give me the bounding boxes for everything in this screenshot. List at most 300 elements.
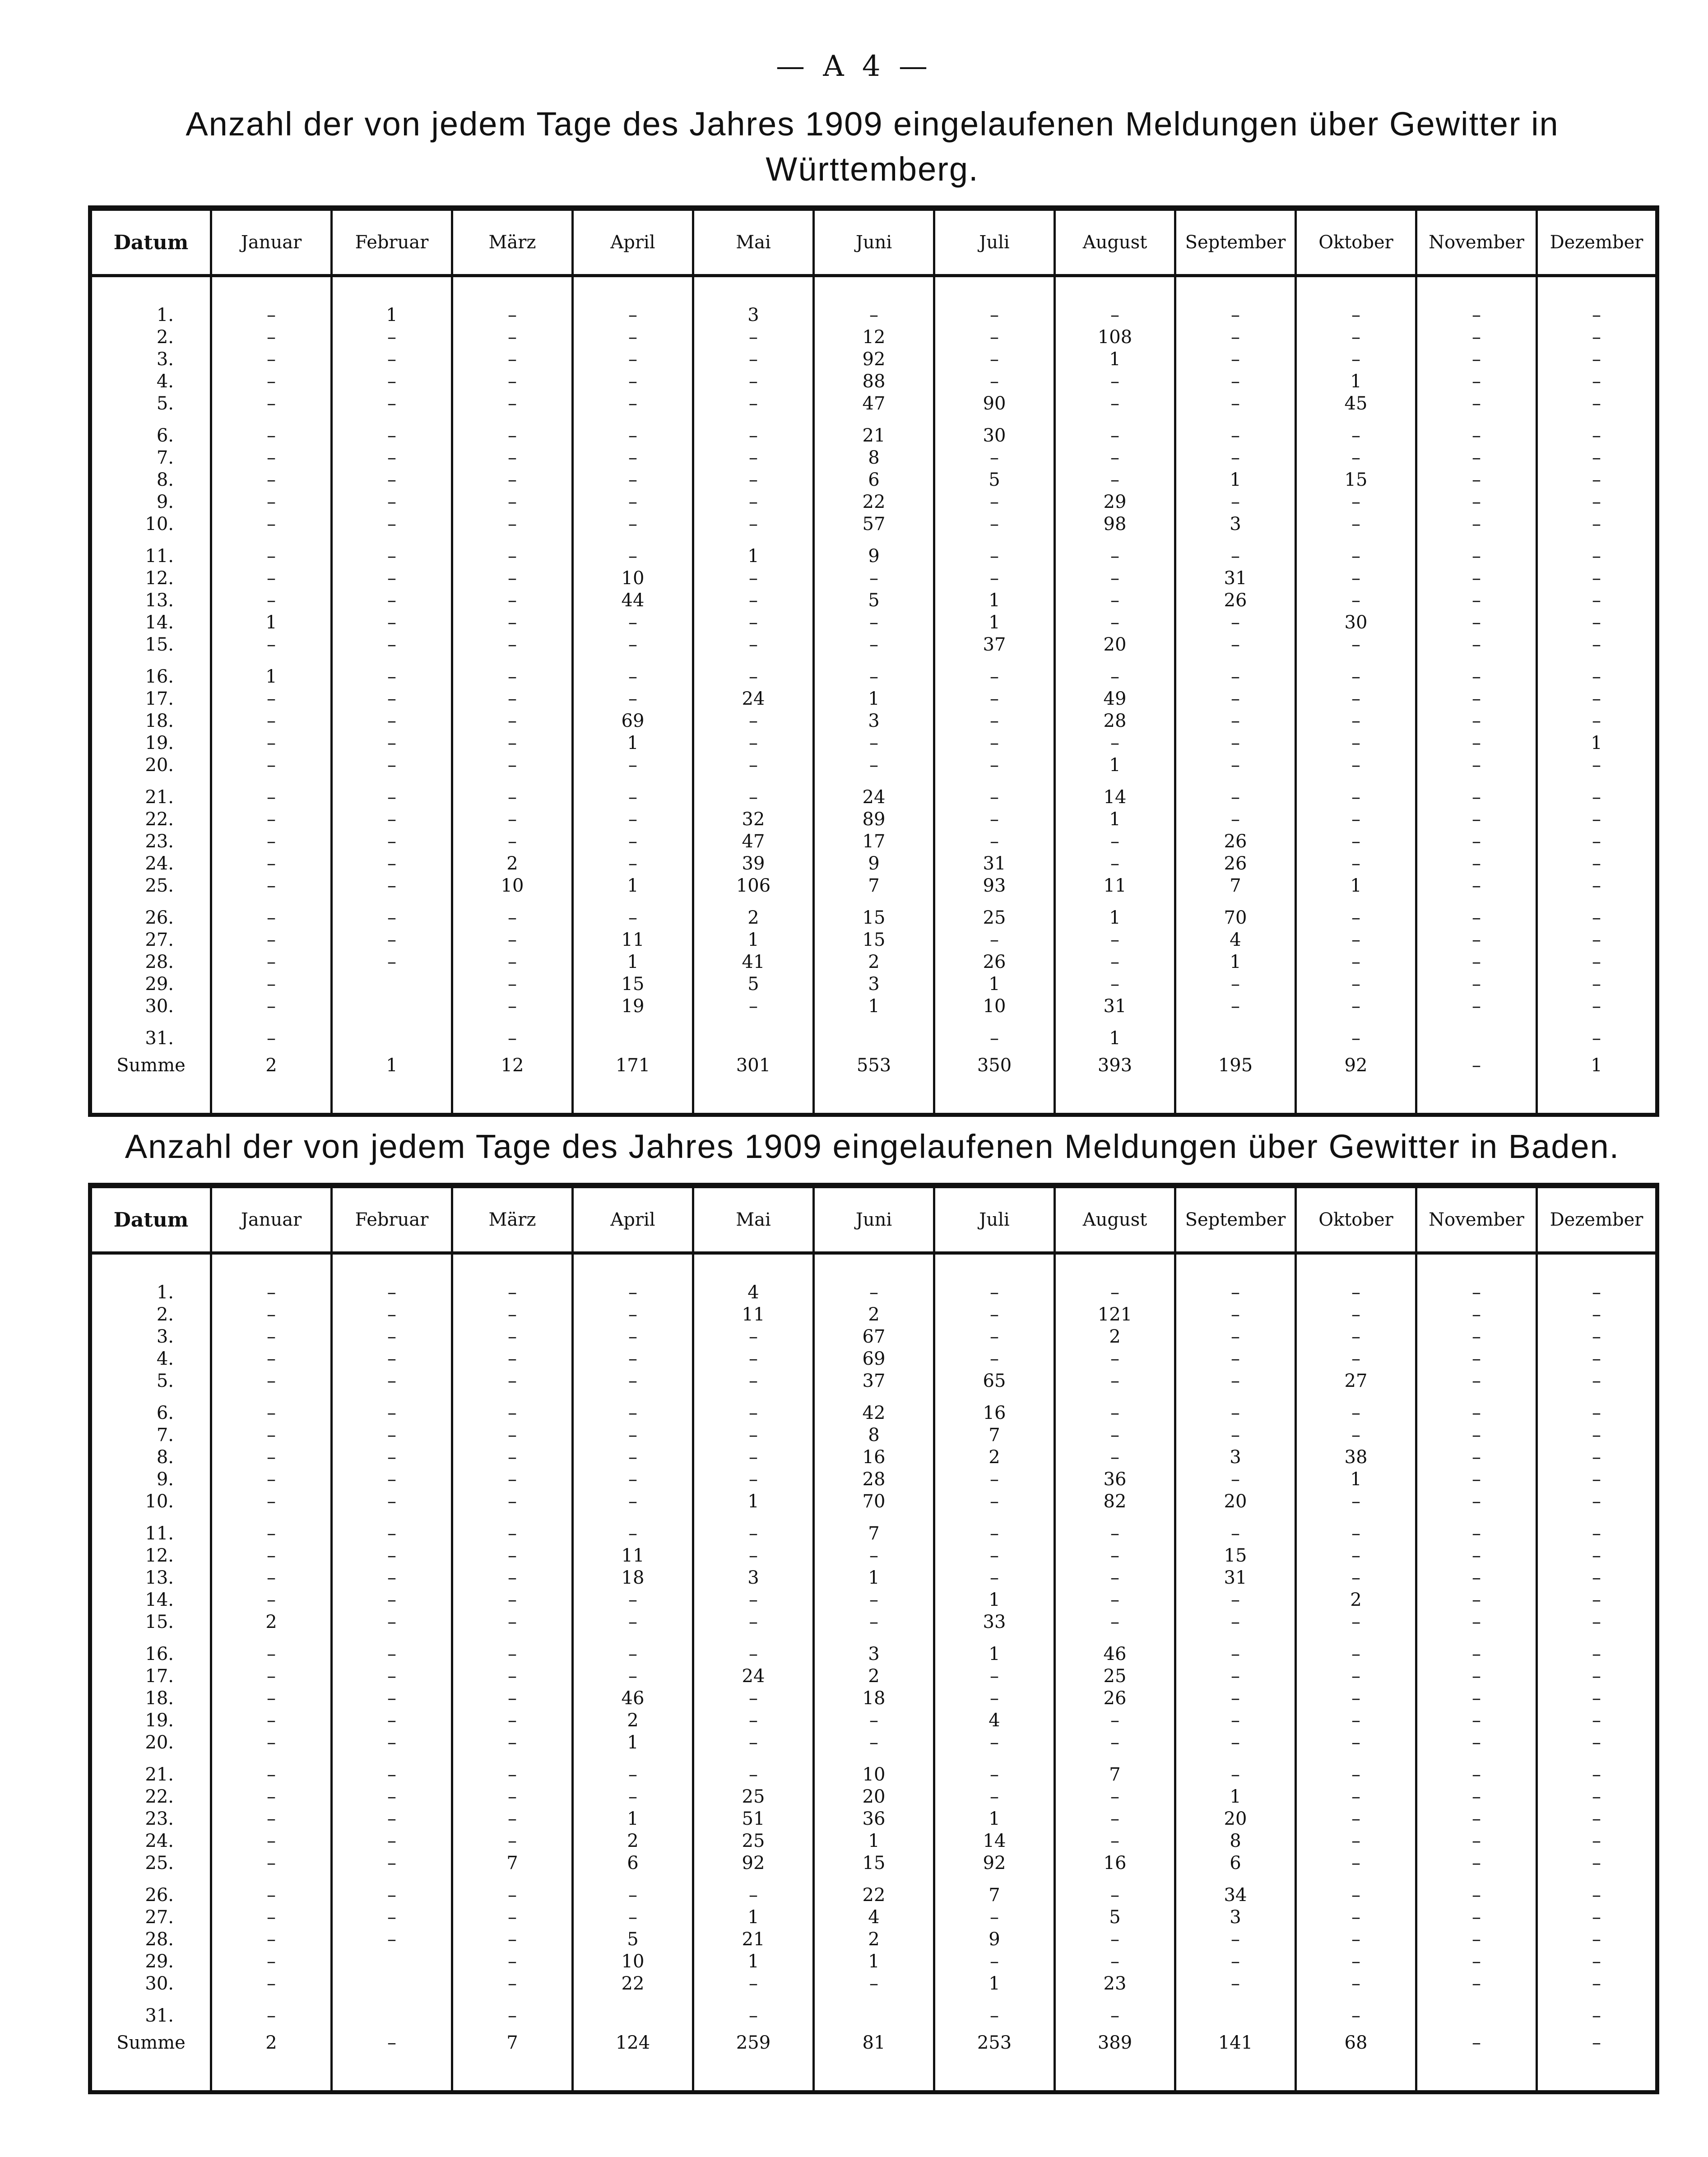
table-cell: – [1416, 1786, 1537, 1808]
table-cell: – [1055, 1732, 1175, 1754]
table-cell: 16 [814, 1446, 934, 1469]
table-cell: – [1055, 1589, 1175, 1611]
table-cell: – [1175, 1611, 1296, 1633]
table-cell: – [693, 1523, 814, 1545]
table-cell: 28 [1055, 710, 1175, 732]
spacer-cell [90, 1392, 211, 1402]
table-cell: 6 [814, 469, 934, 491]
sum-cell: – [332, 2027, 452, 2059]
table-cell: – [1416, 853, 1537, 875]
sum-cell: 68 [1296, 2027, 1416, 2059]
spacer-cell [211, 897, 332, 907]
table-cell: – [1592, 1282, 1601, 1303]
table-cell: – [573, 666, 693, 688]
table-cell: – [211, 1348, 332, 1370]
table-cell: – [211, 1808, 332, 1830]
table-cell: 2 [1055, 1326, 1175, 1348]
table-cell: 20 [1175, 1808, 1296, 1830]
table-cell: 93 [934, 875, 1055, 897]
table-cell: 31 [1175, 567, 1296, 590]
spacer-cell [1055, 656, 1175, 666]
day-label: 31. [90, 1027, 211, 1050]
table-cell: – [1296, 809, 1416, 831]
table-cell: 26 [1055, 1687, 1175, 1710]
table-cell: – [1296, 1282, 1416, 1304]
table-cell: – [1592, 930, 1601, 950]
table-cell: – [934, 326, 1055, 349]
spacer-cell [934, 1995, 1055, 2005]
table-cell: – [693, 634, 814, 656]
table-row [90, 304, 1657, 326]
spacer-cell [332, 1754, 452, 1764]
table-cell: – [332, 371, 452, 393]
table-cell: – [332, 929, 452, 951]
spacer-cell [1416, 1081, 1537, 1115]
sum-cell: 92 [1296, 1050, 1416, 1081]
table-cell: – [1416, 1567, 1537, 1589]
table-cell: – [1296, 1304, 1416, 1326]
table-cell: 1 [693, 1951, 814, 1973]
table-cell: – [1416, 1710, 1537, 1732]
table-cell: – [1055, 1786, 1175, 1808]
spacer-cell [211, 1995, 332, 2005]
day-label: 10. [90, 1491, 211, 1513]
day-label: 29. [90, 1951, 211, 1973]
table-cell: – [332, 1402, 452, 1424]
table-cell: – [1592, 1348, 1601, 1369]
spacer-cell [90, 1633, 211, 1643]
table-cell: 46 [1055, 1643, 1175, 1665]
table-cell: – [1592, 1831, 1601, 1851]
table-cell: – [1296, 1545, 1416, 1567]
sum-cell: 1 [1591, 1055, 1602, 1076]
table-cell: – [211, 732, 332, 754]
spacer-cell [573, 1754, 693, 1764]
column-header-month: Juli [934, 208, 1055, 276]
table-cell: – [1416, 513, 1537, 535]
table-cell: – [1175, 349, 1296, 371]
sum-cell: 81 [814, 2027, 934, 2059]
table-cell: – [1296, 1611, 1416, 1633]
table-cell: – [1416, 545, 1537, 567]
day-label: 21. [90, 786, 211, 809]
spacer-row [90, 656, 1657, 666]
table-row [90, 349, 1657, 371]
table-row [90, 1424, 1657, 1446]
table-cell: – [1055, 1611, 1175, 1633]
spacer-cell [90, 415, 211, 425]
spacer-cell [1416, 897, 1537, 907]
table-cell: 1 [814, 688, 934, 710]
table-row [90, 2005, 1657, 2027]
spacer-cell [1537, 1513, 1657, 1523]
table-cell: 9 [814, 545, 934, 567]
spacer-cell [1055, 2059, 1175, 2092]
table-cell: 11 [1055, 875, 1175, 897]
table-cell: – [452, 304, 573, 326]
table-cell: 22 [814, 491, 934, 513]
spacer-cell [452, 1392, 573, 1402]
table-cell: – [1175, 612, 1296, 634]
table-cell: – [934, 809, 1055, 831]
table-cell: – [332, 809, 452, 831]
table-row [90, 1523, 1657, 1545]
table-cell: – [693, 1884, 814, 1906]
table-cell: 5 [573, 1929, 693, 1951]
spacer-row [90, 897, 1657, 907]
table-cell: – [452, 371, 573, 393]
table-cell: – [1416, 1491, 1537, 1513]
table-cell: 8 [814, 1424, 934, 1446]
table-cell: – [211, 1973, 332, 1995]
spacer-cell [1055, 1392, 1175, 1402]
column-header-month: Juli [934, 1185, 1055, 1253]
table-cell: – [1175, 371, 1296, 393]
table-row [90, 491, 1657, 513]
spacer-cell [1175, 897, 1296, 907]
sum-cell: 124 [573, 2027, 693, 2059]
table-cell: – [934, 710, 1055, 732]
spacer-cell [211, 1253, 332, 1282]
table-cell: – [1296, 1424, 1416, 1446]
table-cell: – [1055, 1523, 1175, 1545]
table-cell: – [1175, 491, 1296, 513]
table-cell: – [693, 513, 814, 535]
table-cell: 2 [573, 1830, 693, 1852]
table-row [90, 1491, 1657, 1513]
table-cell: 14 [1055, 786, 1175, 809]
spacer-cell [332, 776, 452, 786]
table-cell: – [211, 1424, 332, 1446]
table-row [90, 907, 1657, 929]
table-cell: 24 [693, 1665, 814, 1687]
table-cell: – [452, 469, 573, 491]
table-cell: – [1592, 974, 1601, 995]
table-cell: – [332, 1786, 452, 1808]
table-cell: – [1175, 1370, 1296, 1392]
spacer-cell [814, 1253, 934, 1282]
table-cell: – [1296, 1491, 1416, 1513]
spacer-cell [814, 1081, 934, 1115]
spacer-cell [90, 1018, 211, 1027]
table-row [90, 1951, 1657, 1973]
day-label: 11. [90, 545, 211, 567]
table-cell: – [211, 1402, 332, 1424]
table-cell: – [1175, 1732, 1296, 1754]
table-cell: – [1055, 1929, 1175, 1951]
day-label: 1. [90, 1282, 211, 1304]
spacer-cell [693, 1754, 814, 1764]
column-header-month: April [573, 208, 693, 276]
table-cell: – [1416, 786, 1537, 809]
day-label: 19. [90, 1710, 211, 1732]
table-cell: 32 [693, 809, 814, 831]
table-row [90, 1929, 1657, 1951]
spacer-cell [573, 1253, 693, 1282]
table-cell: – [1055, 929, 1175, 951]
spacer-cell [1416, 535, 1537, 545]
day-label: 20. [90, 1732, 211, 1754]
day-label: 20. [90, 754, 211, 776]
table-cell: – [814, 1589, 934, 1611]
table-cell: – [332, 469, 452, 491]
table-cell: – [1592, 711, 1601, 731]
table-cell: – [1296, 1852, 1416, 1874]
table-cell: – [934, 1665, 1055, 1687]
spacer-row [90, 1633, 1657, 1643]
day-label: 8. [90, 1446, 211, 1469]
table-cell: – [1175, 995, 1296, 1018]
day-label: 23. [90, 831, 211, 853]
table-cell: – [1296, 1710, 1416, 1732]
table-cell: 65 [934, 1370, 1055, 1392]
table-cell: – [1296, 951, 1416, 973]
table-cell: 26 [1175, 853, 1296, 875]
column-header-month: September [1175, 208, 1296, 276]
table-cell: – [934, 831, 1055, 853]
table-cell: 15 [1175, 1545, 1296, 1567]
spacer-cell [1296, 776, 1416, 786]
table-cell: – [1592, 425, 1601, 446]
table-cell: – [332, 786, 452, 809]
table-row [90, 853, 1657, 875]
spacer-cell [452, 1081, 573, 1115]
table-cell: – [1416, 1304, 1537, 1326]
table-row [90, 469, 1657, 491]
day-label: 9. [90, 491, 211, 513]
table-cell: – [1592, 1403, 1601, 1423]
table-cell: – [693, 1589, 814, 1611]
table-cell: 7 [1175, 875, 1296, 897]
table-cell: – [693, 710, 814, 732]
day-label: 30. [90, 995, 211, 1018]
table-cell: – [332, 1906, 452, 1929]
table-cell: – [934, 371, 1055, 393]
day-label: 16. [90, 1643, 211, 1665]
table-cell: – [1416, 1348, 1537, 1370]
table-cell: – [1055, 371, 1175, 393]
table-cell: – [332, 853, 452, 875]
spacer-cell [693, 776, 814, 786]
table-cell: 1 [1175, 1786, 1296, 1808]
spacer-cell [693, 1995, 814, 2005]
table-cell: 1 [814, 1830, 934, 1852]
table-cell: – [1592, 1545, 1601, 1566]
spacer-cell [814, 276, 934, 305]
table-cell: 8 [1175, 1830, 1296, 1852]
table-cell: – [1055, 567, 1175, 590]
table-cell: – [1055, 1348, 1175, 1370]
spacer-cell [1055, 415, 1175, 425]
table-cell: – [1416, 1402, 1537, 1424]
table-cell: – [1175, 1710, 1296, 1732]
table-cell: 1 [934, 1808, 1055, 1830]
spacer-cell [1416, 1392, 1537, 1402]
table-cell: – [1592, 688, 1601, 709]
table-cell: 10 [573, 1951, 693, 1973]
table-cell: – [1055, 469, 1175, 491]
table-cell: – [211, 447, 332, 469]
sum-cell: 301 [693, 1050, 814, 1081]
table-cell: – [1592, 1469, 1601, 1490]
table-cell: – [573, 1370, 693, 1392]
spacer-cell [1537, 1392, 1657, 1402]
column-header-month: November [1416, 208, 1537, 276]
table-cell: – [332, 634, 452, 656]
table-cell: – [452, 1808, 573, 1830]
spacer-cell [1416, 1754, 1537, 1764]
table-cell: – [211, 1027, 332, 1050]
table-row [90, 1808, 1657, 1830]
spacer-cell [1175, 776, 1296, 786]
table-cell: – [1416, 754, 1537, 776]
table-cell: – [1296, 688, 1416, 710]
table-cell: – [573, 1523, 693, 1545]
table-cell: – [452, 590, 573, 612]
table-cell: – [211, 1643, 332, 1665]
day-label: 19. [90, 732, 211, 754]
table-cell: – [1175, 1348, 1296, 1370]
table-cell: – [573, 1764, 693, 1786]
table-cell: 1 [934, 590, 1055, 612]
table-cell: – [573, 612, 693, 634]
table-cell: – [1296, 1643, 1416, 1665]
table-cell: 36 [1055, 1469, 1175, 1491]
day-label: 13. [90, 590, 211, 612]
table-cell: – [332, 1852, 452, 1874]
spacer-cell [1296, 1633, 1416, 1643]
table-cell: 25 [1055, 1665, 1175, 1687]
spacer-cell [452, 897, 573, 907]
table-cell: – [211, 393, 332, 415]
table-row [90, 1304, 1657, 1326]
spacer-cell [814, 656, 934, 666]
table-cell: 9 [934, 1929, 1055, 1951]
table-cell: 90 [934, 393, 1055, 415]
table-cell: – [1416, 1973, 1537, 1995]
column-header-month: März [452, 208, 573, 276]
table-cell: – [934, 1491, 1055, 1513]
table-cell: – [1296, 513, 1416, 535]
spacer-cell [1175, 1513, 1296, 1523]
table-cell: – [1296, 1808, 1416, 1830]
spacer-cell [1416, 1633, 1537, 1643]
table-cell: – [452, 973, 573, 995]
table-cell: – [693, 732, 814, 754]
table-cell: – [211, 1567, 332, 1589]
table-cell: – [934, 513, 1055, 535]
table-cell: – [1296, 1830, 1416, 1852]
table-cell: – [1592, 349, 1601, 370]
table-cell: 10 [573, 567, 693, 590]
spacer-cell [211, 415, 332, 425]
table-cell: – [1592, 787, 1601, 808]
table-cell: – [211, 1906, 332, 1929]
spacer-row [90, 1995, 1657, 2005]
spacer-cell [1296, 656, 1416, 666]
table-cell: – [452, 786, 573, 809]
table-cell: – [693, 447, 814, 469]
spacer-cell [934, 276, 1055, 305]
table-cell: – [452, 1951, 573, 1973]
table-row [90, 1687, 1657, 1710]
table-cell: – [1296, 1687, 1416, 1710]
table-cell: – [934, 929, 1055, 951]
table-cell: – [693, 1348, 814, 1370]
table-cell: – [693, 371, 814, 393]
spacer-cell [573, 1874, 693, 1884]
table-cell: – [452, 1764, 573, 1786]
table-cell: 19 [573, 995, 693, 1018]
spacer-cell [693, 1874, 814, 1884]
table-row [90, 1906, 1657, 1929]
table-cell: 37 [814, 1370, 934, 1392]
day-label: 26. [90, 1884, 211, 1906]
table-cell: 6 [573, 1852, 693, 1874]
day-label: 13. [90, 1567, 211, 1589]
table-cell: 1 [1055, 349, 1175, 371]
table-cell: – [934, 666, 1055, 688]
table-cell: 1 [573, 1808, 693, 1830]
table-cell: – [1416, 1764, 1537, 1786]
table-cell: – [934, 1567, 1055, 1589]
table-cell: – [693, 666, 814, 688]
table-cell: – [573, 688, 693, 710]
table-cell: – [934, 1282, 1055, 1304]
table-cell: 1 [1175, 951, 1296, 973]
spacer-cell [332, 1018, 452, 1027]
table-cell: – [452, 1830, 573, 1852]
table-cell: – [211, 304, 332, 326]
table-cell: – [573, 1491, 693, 1513]
table-cell: – [211, 590, 332, 612]
table-cell: 47 [693, 831, 814, 853]
table-cell: – [211, 1523, 332, 1545]
table-cell: – [1592, 2005, 1601, 2026]
table-cell [573, 2005, 693, 2027]
table-cell: – [1416, 1808, 1537, 1830]
table-cell: – [452, 929, 573, 951]
spacer-cell [452, 1874, 573, 1884]
spacer-cell [1416, 1874, 1537, 1884]
table-cell: – [1592, 1853, 1601, 1873]
table-cell: – [1416, 666, 1537, 688]
table-cell: – [211, 1929, 332, 1951]
table-cell: – [693, 2005, 814, 2027]
spacer-cell [332, 415, 452, 425]
table-cell: – [332, 393, 452, 415]
table-cell: 5 [693, 973, 814, 995]
table-cell: – [1416, 995, 1537, 1018]
day-label: 1. [90, 304, 211, 326]
table-cell: – [452, 1282, 573, 1304]
spacer-cell [90, 2059, 211, 2092]
table-cell: 26 [1175, 831, 1296, 853]
table-cell: – [934, 754, 1055, 776]
table-cell: 82 [1055, 1491, 1175, 1513]
spacer-cell [211, 656, 332, 666]
spacer-cell [1055, 1754, 1175, 1764]
table-cell: – [1416, 1370, 1537, 1392]
table-cell: – [1416, 831, 1537, 853]
table-cell: – [211, 907, 332, 929]
table-cell: – [452, 1929, 573, 1951]
table-cell: – [1416, 612, 1537, 634]
table-cell: – [1416, 1611, 1537, 1633]
table-cell: – [211, 1446, 332, 1469]
table-cell: – [1296, 1929, 1416, 1951]
table-cell: – [693, 1326, 814, 1348]
